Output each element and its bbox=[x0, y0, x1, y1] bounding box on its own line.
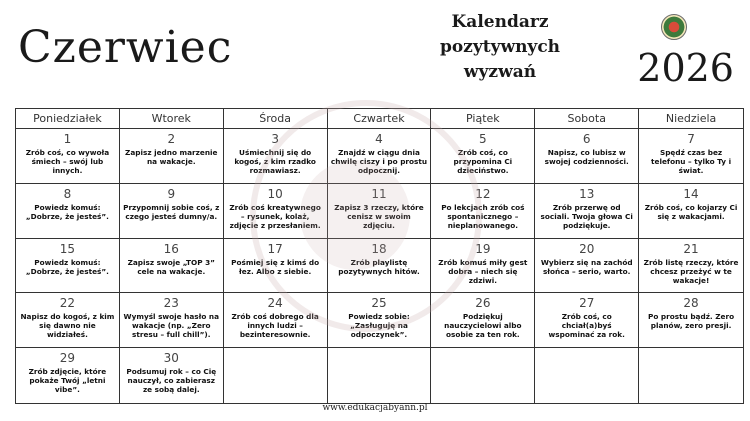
day-number: 27 bbox=[579, 296, 595, 311]
day-cell bbox=[16, 184, 120, 239]
day-cell bbox=[120, 129, 224, 184]
day-number: 13 bbox=[579, 186, 595, 201]
day-cell bbox=[328, 184, 432, 239]
calendar-grid bbox=[15, 108, 744, 404]
challenge-text: Powiedz sobie: „Zasługuję na odpoczynek”. bbox=[348, 312, 410, 340]
challenge-text: Zrób coś, co chciał(a)byś wspominać za rok. bbox=[548, 312, 625, 340]
weekday-header: Wtorek bbox=[120, 109, 224, 129]
challenge-text: Napisz do kogoś, z kim się dawno nie widziałeś. bbox=[20, 312, 115, 340]
challenge-text: Zrób przerwę od sociali. Twoja głowa Ci podziękuje. bbox=[540, 202, 633, 230]
day-cell bbox=[224, 293, 328, 348]
challenge-text: Uśmiechnij się do kogoś, z kim rzadko rozmawiasz. bbox=[234, 148, 316, 175]
calendar-title-line-2: pozytywnych bbox=[439, 37, 561, 57]
day-number: 26 bbox=[475, 296, 491, 311]
day-cell bbox=[639, 293, 743, 348]
day-number: 1 bbox=[63, 132, 72, 146]
day-cell bbox=[224, 239, 328, 294]
challenge-text: Zapisz 3 rzeczy, które cenisz w swoim zdjęciu. bbox=[334, 202, 424, 230]
challenge-text: Zrób zdjęcie, które pokaże Twój „letni vibe”. bbox=[28, 367, 107, 395]
day-number: 17 bbox=[267, 241, 283, 256]
day-cell bbox=[224, 129, 328, 184]
day-cell bbox=[16, 239, 120, 294]
day-cell bbox=[639, 184, 743, 239]
challenge-text: Znajdź w ciągu dnia chwilę ciszy i po prostu odpocznij. bbox=[330, 148, 428, 175]
day-number: 8 bbox=[63, 186, 72, 201]
day-number: 12 bbox=[475, 186, 491, 201]
day-number: 22 bbox=[59, 296, 76, 311]
day-cell bbox=[328, 239, 432, 294]
day-cell bbox=[16, 293, 120, 348]
challenge-text: Zrób coś, co wywoła śmiech – swój lub innych. bbox=[25, 148, 110, 175]
month-title: Czerwiec bbox=[18, 22, 233, 73]
day-cell bbox=[224, 184, 328, 239]
day-cell bbox=[328, 129, 432, 184]
challenge-text: Wymyśl swoje hasło na wakacje (np. „Zero stresu – full chill”). bbox=[123, 312, 220, 340]
day-cell bbox=[431, 184, 535, 239]
challenge-text: Zrób listę rzeczy, które chcesz przeżyć w te wakacje! bbox=[643, 257, 739, 285]
day-number: 28 bbox=[683, 296, 699, 311]
calendar-title-line-3: wyzwań bbox=[463, 62, 537, 82]
day-number: 18 bbox=[371, 241, 387, 256]
day-cell bbox=[431, 348, 535, 403]
day-cell bbox=[535, 129, 639, 184]
day-number: 29 bbox=[59, 351, 76, 366]
challenge-text: Zrób coś kreatywnego – rysunek, kolaż, zdjęcie z przesłaniem. bbox=[229, 202, 321, 230]
day-number: 11 bbox=[371, 186, 387, 201]
day-cell bbox=[16, 129, 120, 184]
challenge-text: Pośmiej się z kimś do łez. Albo z siebie. bbox=[231, 257, 320, 276]
day-number: 24 bbox=[267, 296, 283, 311]
day-number: 20 bbox=[579, 241, 595, 256]
day-cell bbox=[431, 239, 535, 294]
weekday-header: Środa bbox=[224, 109, 328, 129]
day-number: 2 bbox=[167, 132, 176, 146]
day-cell bbox=[224, 348, 328, 403]
challenge-text: Napisz, co lubisz w swojej codzienności. bbox=[544, 148, 629, 166]
challenge-text: Powiedz komuś: „Dobrze, że jesteś”. bbox=[25, 257, 109, 276]
day-cell bbox=[120, 348, 224, 403]
day-number: 6 bbox=[582, 132, 591, 146]
challenge-text: Wybierz się na zachód słońca – serio, warto. bbox=[540, 257, 633, 276]
challenge-text: Powiedz komuś: „Dobrze, że jesteś”. bbox=[25, 202, 109, 221]
day-cell bbox=[535, 184, 639, 239]
day-cell bbox=[639, 129, 743, 184]
challenge-text: Przypomnij sobie coś, z czego jesteś dumny/a. bbox=[123, 202, 220, 221]
day-number: 9 bbox=[167, 186, 176, 201]
challenge-text: Zrób playlistę pozytywnych hitów. bbox=[338, 257, 420, 276]
day-number: 19 bbox=[475, 241, 491, 256]
day-cell bbox=[535, 239, 639, 294]
challenge-text: Zrób coś, co przypomina Ci dzieciństwo. bbox=[453, 148, 513, 175]
challenge-text: Zrób coś dobrego dla innych ludzi – bezinteresownie. bbox=[231, 312, 319, 340]
day-cell bbox=[639, 348, 743, 403]
day-number: 23 bbox=[163, 296, 179, 311]
day-number: 21 bbox=[683, 241, 699, 256]
year: 2026 bbox=[637, 46, 734, 90]
day-number: 30 bbox=[163, 351, 179, 366]
challenge-text: Zrób coś, co kojarzy Ci się z wakacjami. bbox=[644, 202, 738, 221]
challenge-text: Podziękuj nauczycielowi albo osobie za ten rok. bbox=[444, 312, 522, 340]
day-cell bbox=[328, 293, 432, 348]
day-number: 7 bbox=[687, 132, 695, 146]
challenge-text: Spędź czas bez telefonu – tylko Ty i świat. bbox=[651, 148, 732, 175]
weekday-header: Poniedziałek bbox=[16, 109, 120, 129]
calendar-title bbox=[420, 10, 580, 85]
day-number: 25 bbox=[371, 296, 387, 311]
challenge-text: Zapisz jedno marzenie na wakacje. bbox=[125, 148, 218, 166]
day-number: 4 bbox=[375, 132, 383, 146]
day-number: 15 bbox=[59, 241, 76, 256]
weekday-header: Piątek bbox=[431, 109, 535, 129]
weekday-header: Czwartek bbox=[328, 109, 432, 129]
challenge-text: Po lekcjach zrób coś spontanicznego – nieplanowanego. bbox=[441, 202, 525, 230]
weekday-header: Sobota bbox=[535, 109, 639, 129]
day-cell bbox=[120, 239, 224, 294]
day-cell bbox=[328, 348, 432, 403]
day-number: 5 bbox=[479, 132, 487, 146]
weekday-header: Niedziela bbox=[639, 109, 743, 129]
calendar-title-line-1: Kalendarz bbox=[451, 12, 549, 32]
day-number: 10 bbox=[267, 186, 283, 201]
day-cell bbox=[535, 293, 639, 348]
day-cell bbox=[431, 129, 535, 184]
day-cell bbox=[535, 348, 639, 403]
day-cell bbox=[639, 239, 743, 294]
challenge-text: Zrób komuś miły gest dobra – niech się zdziwi. bbox=[438, 257, 528, 285]
day-number: 3 bbox=[271, 132, 279, 146]
footer-url[interactable]: www.edukacjabyann.pl bbox=[322, 403, 428, 413]
day-number: 16 bbox=[163, 241, 179, 256]
challenge-text: Podsumuj rok – co Cię nauczył, co zabierasz ze sobą dalej. bbox=[126, 367, 217, 395]
day-cell bbox=[431, 293, 535, 348]
day-cell bbox=[120, 293, 224, 348]
logo-emblem-icon bbox=[661, 14, 687, 40]
day-number: 14 bbox=[683, 186, 699, 201]
challenge-text: Zapisz swoje „TOP 3” cele na wakacje. bbox=[127, 257, 215, 276]
day-cell bbox=[120, 184, 224, 239]
challenge-text: Po prostu bądź. Zero planów, zero presji. bbox=[648, 312, 735, 331]
day-cell bbox=[16, 348, 120, 403]
